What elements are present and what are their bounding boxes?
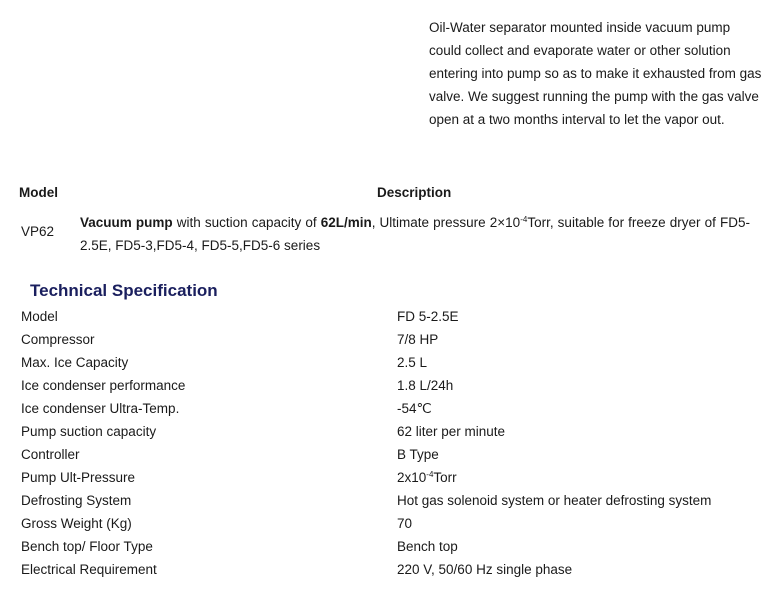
desc-text-3: Torr, suitable for freeze dryer of FD5-2.5E, FD5-3,FD5-4, FD5-5,FD5-6 series [80,215,750,253]
spec-key: Controller [21,447,80,462]
spec-row-weight [0,512,780,535]
spec-value: 220 V, 50/60 Hz single phase [397,562,573,577]
spec-value: B Type [397,447,439,462]
desc-bold-capacity: 62L/min [320,215,372,230]
spec-key: Ice condenser performance [21,378,186,393]
pressure-exponent: -4 [426,470,434,479]
spec-value: 7/8 HP [397,332,439,347]
model-cell: VP62 [21,224,55,239]
desc-text-1: with suction capacity of [172,215,321,230]
spec-key: Pump Ult-Pressure [21,470,136,485]
spec-key: Model [21,309,58,324]
header-model: Model [19,185,58,200]
spec-row-electrical [0,558,780,581]
model-table [0,180,780,266]
spec-value: Bench top [397,539,458,554]
intro-paragraph: Oil-Water separator mounted inside vacuum pump could collect and evaporate water or other solution entering into pump so as to make it exhausted from gas valve. We suggest running the pump with the gas valve open at a two months interval to let the vapor out. [429,20,762,127]
spec-key: Max. Ice Capacity [21,355,129,370]
model-table-header [0,180,780,206]
spec-row-condenser-temp [0,397,780,420]
spec-value: FD 5-2.5E [397,309,459,324]
pressure-unit: Torr [433,470,457,485]
spec-key: Gross Weight (Kg) [21,516,132,531]
spec-row-pump-pressure [0,466,780,489]
spec-row-condenser-performance [0,374,780,397]
spec-value: Hot gas solenoid system or heater defrosting system [397,493,712,508]
spec-row-ice-capacity [0,351,780,374]
spec-value: 70 [397,516,413,531]
model-table-row [0,206,780,266]
spec-row-compressor [0,328,780,351]
spec-key: Bench top/ Floor Type [21,539,153,554]
spec-key: Pump suction capacity [21,424,157,439]
desc-bold-product: Vacuum pump [80,215,173,230]
spec-value: -54℃ [397,401,432,416]
spec-value [397,466,457,489]
desc-exponent: -4 [520,215,528,224]
spec-row-controller [0,443,780,466]
spec-table [0,305,780,581]
spec-value: 62 liter per minute [397,424,506,439]
desc-text-2: , Ultimate pressure 2×10 [371,215,521,230]
spec-key: Compressor [21,332,95,347]
spec-value: 1.8 L/24h [397,378,454,393]
pressure-base: 2x10 [397,470,427,485]
spec-row-model [0,305,780,328]
header-description: Description [377,185,452,200]
spec-row-pump-suction [0,420,780,443]
spec-row-defrosting [0,489,780,512]
spec-key: Electrical Requirement [21,562,157,577]
spec-title: Technical Specification [30,281,218,300]
spec-key: Defrosting System [21,493,132,508]
spec-row-type [0,535,780,558]
spec-value: 2.5 L [397,355,428,370]
spec-key: Ice condenser Ultra-Temp. [21,401,180,416]
description-cell [80,211,750,257]
